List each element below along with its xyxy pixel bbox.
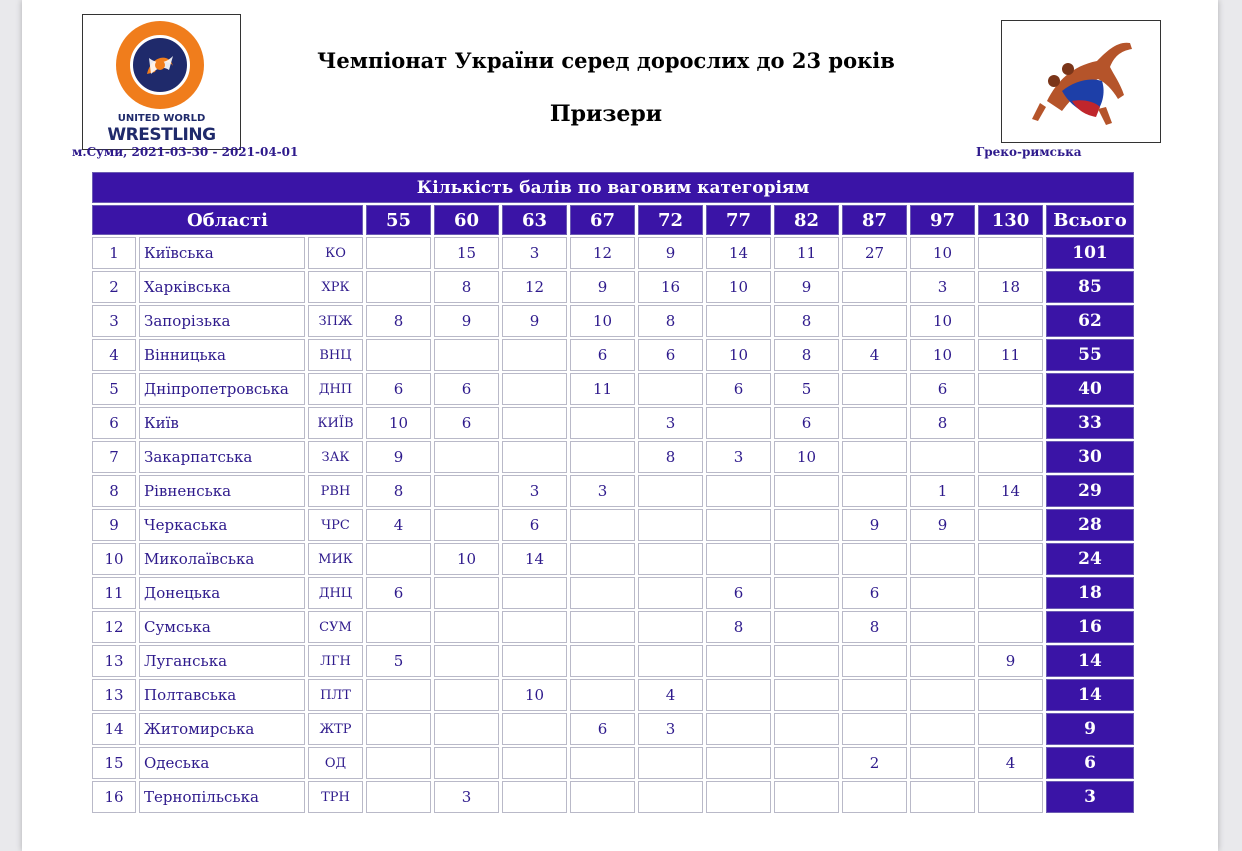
points-cell: 9 [638,237,703,269]
table-body [92,237,1134,813]
points-cell [434,509,499,541]
points-cell [706,713,771,745]
points-cell [434,475,499,507]
points-cell [570,611,635,643]
points-cell [502,645,567,677]
weight-header: 130 [978,205,1043,235]
points-cell [842,407,907,439]
points-cell [502,373,567,405]
points-cell: 11 [774,237,839,269]
region-cell: Одеська [139,747,305,779]
points-cell: 3 [706,441,771,473]
points-cell: 10 [434,543,499,575]
abbr-cell: ДНП [308,373,363,405]
points-cell: 10 [910,339,975,371]
points-cell: 8 [434,271,499,303]
points-cell: 8 [366,475,431,507]
points-cell [842,713,907,745]
points-cell: 14 [706,237,771,269]
points-cell [842,679,907,711]
points-cell [978,407,1043,439]
points-cell [706,475,771,507]
weight-header: 60 [434,205,499,235]
points-cell [366,237,431,269]
points-cell: 14 [978,475,1043,507]
table-row [92,237,1134,269]
points-cell: 3 [502,237,567,269]
abbr-cell: ЗПЖ [308,305,363,337]
points-cell [638,577,703,609]
logo-frame [82,14,241,150]
points-cell [706,305,771,337]
points-cell [706,509,771,541]
total-cell: 40 [1046,373,1134,405]
points-cell: 5 [366,645,431,677]
points-cell [706,407,771,439]
points-cell [638,645,703,677]
united-world-wrestling-logo [116,21,204,109]
table-row [92,781,1134,813]
total-cell: 24 [1046,543,1134,575]
total-cell: 85 [1046,271,1134,303]
abbr-cell: РВН [308,475,363,507]
points-cell [434,713,499,745]
points-cell: 12 [502,271,567,303]
total-cell: 6 [1046,747,1134,779]
table-row [92,543,1134,575]
points-cell: 2 [842,747,907,779]
points-cell [434,679,499,711]
points-cell [842,441,907,473]
points-cell [638,611,703,643]
points-cell [570,747,635,779]
region-cell: Рівненська [139,475,305,507]
abbr-cell: МИК [308,543,363,575]
total-cell: 3 [1046,781,1134,813]
abbr-cell: СУМ [308,611,363,643]
points-cell: 18 [978,271,1043,303]
wrestler-icon [1032,43,1132,125]
total-cell: 16 [1046,611,1134,643]
region-cell: Житомирська [139,713,305,745]
points-cell: 10 [774,441,839,473]
points-cell [910,747,975,779]
points-cell [502,407,567,439]
region-cell: Сумська [139,611,305,643]
points-cell [570,509,635,541]
table-row [92,339,1134,371]
points-cell [978,781,1043,813]
points-cell: 4 [638,679,703,711]
points-cell: 3 [638,713,703,745]
abbr-cell: ВНЦ [308,339,363,371]
rank-cell: 6 [92,407,136,439]
total-cell: 28 [1046,509,1134,541]
points-cell [978,679,1043,711]
points-cell: 8 [774,305,839,337]
points-cell [978,543,1043,575]
points-cell [570,679,635,711]
rank-cell: 16 [92,781,136,813]
points-cell [910,679,975,711]
points-cell [434,645,499,677]
logo-emblem-icon [130,35,190,95]
table-row [92,747,1134,779]
region-cell: Миколаївська [139,543,305,575]
points-cell [978,441,1043,473]
total-cell: 18 [1046,577,1134,609]
points-cell: 6 [706,577,771,609]
points-cell [910,645,975,677]
table-row [92,373,1134,405]
greco-roman-wrestlers-picture [1001,20,1161,143]
region-cell: Черкаська [139,509,305,541]
rank-cell: 10 [92,543,136,575]
points-cell [638,747,703,779]
weight-header: 97 [910,205,975,235]
rank-cell: 11 [92,577,136,609]
points-cell [706,781,771,813]
points-cell [570,645,635,677]
weight-header: 67 [570,205,635,235]
points-cell [366,271,431,303]
points-cell: 8 [910,407,975,439]
points-cell: 10 [502,679,567,711]
weight-header: 55 [366,205,431,235]
points-cell: 8 [706,611,771,643]
points-cell [502,441,567,473]
abbr-cell: КИЇВ [308,407,363,439]
points-cell: 6 [910,373,975,405]
points-cell [366,781,431,813]
points-table [89,170,1137,815]
points-cell: 6 [434,373,499,405]
points-cell [774,611,839,643]
points-cell: 6 [570,339,635,371]
rank-cell: 2 [92,271,136,303]
points-cell [774,509,839,541]
points-cell [366,611,431,643]
table-row [92,475,1134,507]
points-cell: 1 [910,475,975,507]
points-cell: 10 [366,407,431,439]
points-cell [774,475,839,507]
weight-header: 87 [842,205,907,235]
table-row [92,679,1134,711]
points-cell: 12 [570,237,635,269]
table-row [92,713,1134,745]
region-cell: Закарпатська [139,441,305,473]
points-cell: 9 [910,509,975,541]
points-cell [774,645,839,677]
points-cell: 8 [774,339,839,371]
points-cell: 6 [570,713,635,745]
abbr-cell: ХРК [308,271,363,303]
points-cell: 9 [842,509,907,541]
points-cell [638,781,703,813]
points-cell: 10 [706,271,771,303]
region-cell: Тернопільська [139,781,305,813]
table-caption: Кількість балів по ваговим категоріям [92,172,1134,203]
table-row [92,407,1134,439]
total-cell: 33 [1046,407,1134,439]
table-row [92,305,1134,337]
rank-cell: 5 [92,373,136,405]
rank-cell: 15 [92,747,136,779]
abbr-cell: ЖТР [308,713,363,745]
region-cell: Луганська [139,645,305,677]
points-cell [910,611,975,643]
points-cell [774,713,839,745]
weight-header: 77 [706,205,771,235]
points-cell [638,509,703,541]
weight-header: 72 [638,205,703,235]
points-cell: 14 [502,543,567,575]
abbr-cell: ПЛТ [308,679,363,711]
region-cell: Вінницька [139,339,305,371]
points-cell: 8 [842,611,907,643]
points-cell [978,577,1043,609]
points-cell [638,475,703,507]
points-cell [978,713,1043,745]
wrestling-style: Греко-римська [976,145,1082,159]
points-cell: 6 [434,407,499,439]
logo-text-line2: WRESTLING [107,125,216,145]
total-cell: 55 [1046,339,1134,371]
rank-cell: 13 [92,679,136,711]
total-cell: 62 [1046,305,1134,337]
points-cell [978,305,1043,337]
points-cell: 6 [774,407,839,439]
points-cell [842,645,907,677]
region-cell: Полтавська [139,679,305,711]
points-cell: 11 [978,339,1043,371]
points-cell [570,441,635,473]
abbr-cell: ЛГН [308,645,363,677]
points-cell [842,373,907,405]
points-cell [774,781,839,813]
points-cell: 16 [638,271,703,303]
points-cell [842,781,907,813]
points-cell [570,781,635,813]
rank-cell: 4 [92,339,136,371]
rank-cell: 13 [92,645,136,677]
total-cell: 14 [1046,645,1134,677]
region-cell: Запорізька [139,305,305,337]
points-cell [910,577,975,609]
points-cell [774,747,839,779]
points-cell: 27 [842,237,907,269]
points-cell: 4 [842,339,907,371]
points-cell: 10 [570,305,635,337]
points-cell [842,475,907,507]
points-cell: 6 [706,373,771,405]
total-cell: 29 [1046,475,1134,507]
rank-cell: 14 [92,713,136,745]
rank-cell: 1 [92,237,136,269]
weight-header: 63 [502,205,567,235]
points-cell [706,747,771,779]
points-cell [978,373,1043,405]
rank-cell: 12 [92,611,136,643]
points-cell [502,339,567,371]
points-cell: 4 [978,747,1043,779]
points-cell [774,679,839,711]
region-cell: Київ [139,407,305,439]
points-cell [842,271,907,303]
points-cell: 11 [570,373,635,405]
points-cell [366,713,431,745]
page-subtitle: Призери [549,101,663,127]
points-cell [774,577,839,609]
points-cell: 3 [502,475,567,507]
points-cell: 9 [502,305,567,337]
region-header: Області [92,205,363,235]
points-cell [434,577,499,609]
points-cell [366,339,431,371]
points-cell [910,781,975,813]
points-cell: 6 [366,577,431,609]
total-cell: 14 [1046,679,1134,711]
region-cell: Дніпропетровська [139,373,305,405]
rank-cell: 8 [92,475,136,507]
abbr-cell: КО [308,237,363,269]
points-cell [366,747,431,779]
points-cell: 9 [434,305,499,337]
abbr-cell: ОД [308,747,363,779]
points-cell [366,543,431,575]
points-cell: 9 [774,271,839,303]
table-row [92,645,1134,677]
rank-cell: 9 [92,509,136,541]
points-cell: 8 [366,305,431,337]
points-cell [434,441,499,473]
points-cell [366,679,431,711]
total-cell: 101 [1046,237,1134,269]
table-row [92,577,1134,609]
points-cell [502,781,567,813]
abbr-cell: ЗАК [308,441,363,473]
points-cell [978,509,1043,541]
table-row [92,509,1134,541]
points-cell [978,237,1043,269]
points-cell [570,577,635,609]
rank-cell: 7 [92,441,136,473]
points-cell: 9 [570,271,635,303]
points-cell [978,611,1043,643]
total-cell: 9 [1046,713,1134,745]
region-cell: Донецька [139,577,305,609]
points-cell [842,305,907,337]
points-cell: 4 [366,509,431,541]
points-cell [910,441,975,473]
points-cell [502,577,567,609]
points-cell [706,679,771,711]
table-row [92,271,1134,303]
location-dates: м.Суми, 2021-03-30 - 2021-04-01 [72,145,299,159]
points-cell [502,747,567,779]
points-cell: 10 [706,339,771,371]
table-header-row [92,205,1134,235]
points-cell: 3 [638,407,703,439]
points-cell: 10 [910,305,975,337]
page-title: Чемпіонат України серед дорослих до 23 років [317,48,895,73]
logo-text-line1: UNITED WORLD [117,113,206,124]
points-cell: 6 [502,509,567,541]
table-row [92,611,1134,643]
points-cell: 6 [366,373,431,405]
points-cell [570,543,635,575]
points-cell: 3 [570,475,635,507]
points-cell [774,543,839,575]
abbr-cell: ДНЦ [308,577,363,609]
region-cell: Харківська [139,271,305,303]
points-cell: 15 [434,237,499,269]
points-cell [842,543,907,575]
points-cell [910,713,975,745]
points-cell: 8 [638,441,703,473]
points-cell [638,373,703,405]
points-cell: 3 [910,271,975,303]
points-cell [570,407,635,439]
points-cell [434,611,499,643]
points-cell: 9 [978,645,1043,677]
points-cell: 10 [910,237,975,269]
points-cell [502,713,567,745]
points-cell [706,543,771,575]
region-cell: Київська [139,237,305,269]
points-cell [638,543,703,575]
points-cell [502,611,567,643]
abbr-cell: ЧРС [308,509,363,541]
points-cell [706,645,771,677]
points-cell [434,747,499,779]
points-cell: 8 [638,305,703,337]
points-cell: 3 [434,781,499,813]
points-cell: 6 [638,339,703,371]
points-cell: 9 [366,441,431,473]
points-cell: 6 [842,577,907,609]
points-cell: 5 [774,373,839,405]
weight-header: 82 [774,205,839,235]
points-cell [434,339,499,371]
table-row [92,441,1134,473]
abbr-cell: ТРН [308,781,363,813]
total-header: Всього [1046,205,1134,235]
points-cell [910,543,975,575]
rank-cell: 3 [92,305,136,337]
total-cell: 30 [1046,441,1134,473]
